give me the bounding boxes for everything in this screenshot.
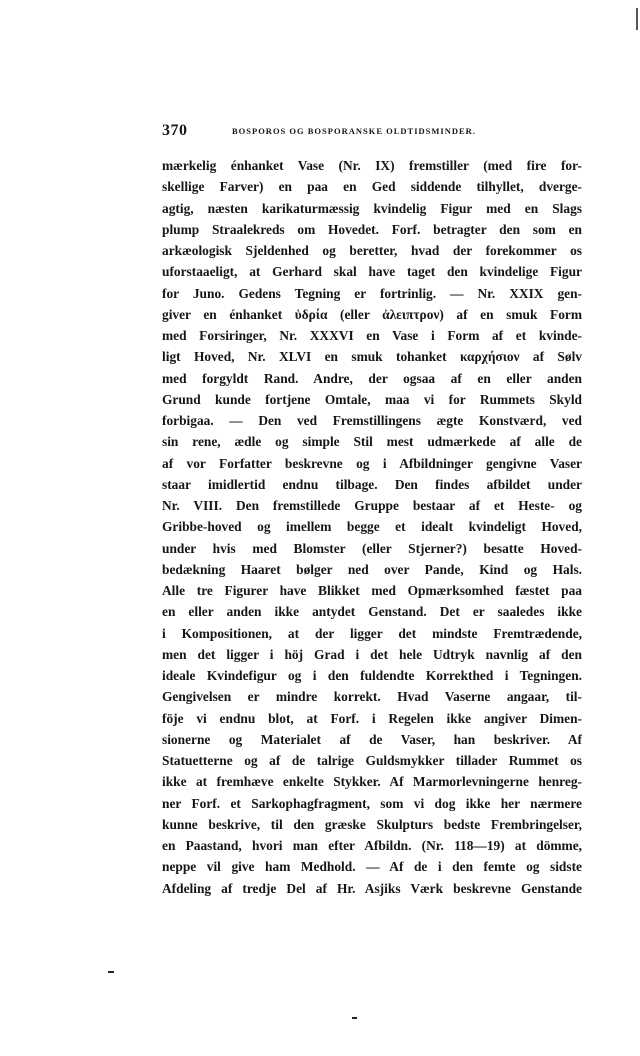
- text-line: Gengivelsen er mindre korrekt. Hvad Vaserne angaar, til-: [162, 689, 582, 705]
- page-number: 370: [162, 122, 188, 139]
- text-line: for Juno. Gedens Tegning er fortrinlig. — Nr. XXIX gen-: [162, 285, 582, 301]
- text-line: bedækning Haaret bølger ned over Pande, Kind og Hals.: [162, 561, 582, 577]
- text-line: agtig, næsten karikaturmæssig kvindelig Figur med en Slags: [162, 200, 582, 216]
- text-line: föje vi endnu blot, at Forf. i Regelen ikke angiver Dimen-: [162, 710, 582, 726]
- text-line: men det ligger i höj Grad i det hele Udtryk navnlig af den: [162, 646, 582, 662]
- text-line: skellige Farver) en paa en Ged siddende tilhyllet, dverge-: [162, 179, 582, 195]
- running-title: BOSPOROS OG BOSPORANSKE OLDTIDSMINDER.: [232, 126, 476, 136]
- page-header: [162, 122, 582, 144]
- text-line: sin rene, ædle og simple Stil mest udmærkede af alle de: [162, 434, 582, 450]
- text-line: Statuetterne og af de talrige Guldsmykker tillader Rummet os: [162, 753, 582, 768]
- text-line: en Paastand, hvori man efter Afbildn. (Nr. 118—19) at dömme,: [162, 838, 582, 853]
- text-line: under hvis med Blomster (eller Stjerner?) besatte Hoved-: [162, 540, 582, 556]
- text-line: uforstaaeligt, at Gerhard skal have taget den kvindelige Figur: [162, 264, 582, 280]
- text-line: ner Forf. et Sarkophagfragment, som vi dog ikke her nærmere: [162, 795, 582, 811]
- body-text: [162, 155, 582, 899]
- text-line: mærkelig énhanket Vase (Nr. IX) fremstiller (med fire for-: [162, 158, 582, 173]
- scan-mark: [108, 971, 114, 973]
- text-line: Gribbe-hoved og imellem begge et idealt kvindeligt Hoved,: [162, 519, 582, 535]
- text-line: arkæologisk Sjeldenhed og beretter, hvad der forekommer os: [162, 243, 582, 258]
- text-line: staar imidlertid endnu tilbage. Den findes afbildet under: [162, 476, 582, 492]
- text-line: giver en énhanket ὑδρία (eller ἀλειπτρον) af en smuk Form: [162, 306, 582, 322]
- text-line: sionerne og Materialet af de Vaser, han beskriver. Af: [162, 731, 582, 747]
- text-line: med Forsiringer, Nr. XXXVI en Vase i Form af et kvinde-: [162, 328, 582, 343]
- text-line: Nr. VIII. Den fremstillede Gruppe bestaar af et Heste- og: [162, 498, 582, 513]
- text-line: ligt Hoved, Nr. XLVI en smuk tohanket καρχήσιον af Sølv: [162, 349, 582, 365]
- scan-mark: [352, 1017, 357, 1019]
- text-line: af vor Forfatter beskrevne og i Afbildninger gengivne Vaser: [162, 455, 582, 471]
- text-line: forbigaa. — Den ved Fremstillingens ægte Konstværd, ved: [162, 413, 582, 428]
- text-line: plump Straalekreds om Hovedet. Forf. betragter den som en: [162, 221, 582, 237]
- text-line: i Kompositionen, at der ligger det mindste Fremtrædende,: [162, 625, 582, 641]
- text-line: med forgyldt Rand. Andre, der ogsaa af en eller anden: [162, 370, 582, 386]
- text-line: ikke at fremhæve enkelte Stykker. Af Marmorlevningerne henreg-: [162, 774, 582, 790]
- text-line: Alle tre Figurer have Blikket med Opmærksomhed fæstet paa: [162, 583, 582, 598]
- scan-edge-mark: [636, 8, 638, 30]
- text-line: ideale Kvindefigur og i den fuldendte Korrekthed i Tegningen.: [162, 668, 582, 683]
- text-line: Afdeling af tredje Del af Hr. Asjiks Værk beskrevne Genstande: [162, 880, 582, 896]
- text-line: kunne beskrive, til den græske Skulpturs bedste Frembringelser,: [162, 816, 582, 832]
- text-line: neppe vil give ham Medhold. — Af de i den femte og sidste: [162, 859, 582, 875]
- text-line: Grund kunde fortjene Omtale, maa vi for Rummets Skyld: [162, 391, 582, 407]
- text-line: en eller anden ikke antydet Genstand. Det er saaledes ikke: [162, 604, 582, 620]
